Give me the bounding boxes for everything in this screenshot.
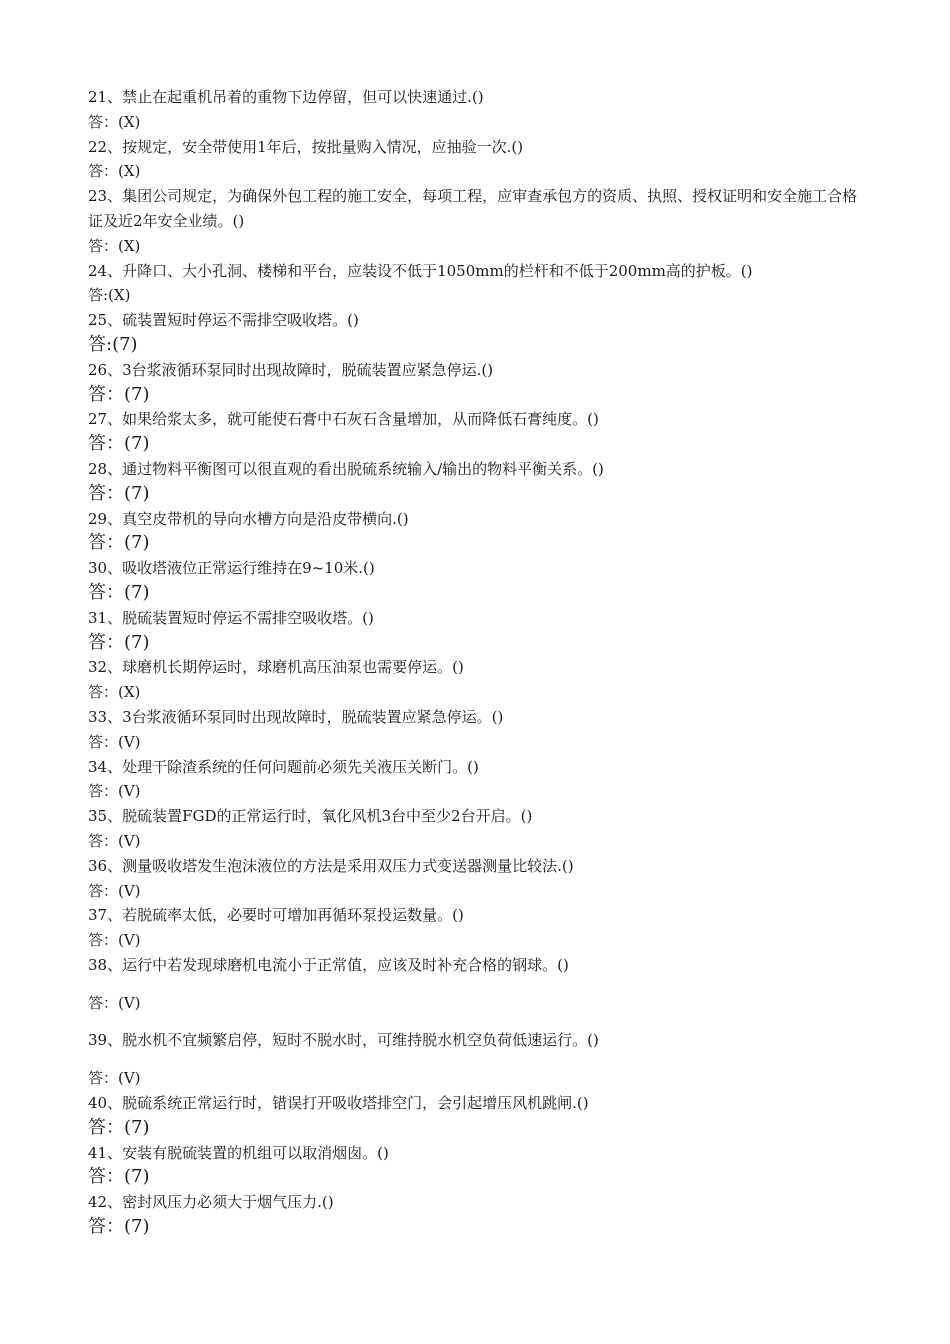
question-25: 25、硫装置短时停运不需排空吸收塔。()	[88, 311, 359, 330]
answer-42: 答：(7)	[88, 1216, 150, 1238]
question-39: 39、脱水机不宜频繁启停，短时不脱水时，可维持脱水机空负荷低速运行。()	[88, 1031, 599, 1050]
answer-41: 答：(7)	[88, 1166, 150, 1188]
answer-34: 答：(V)	[88, 782, 141, 801]
answer-39: 答：(V)	[88, 1069, 141, 1088]
answer-28: 答：(7)	[88, 482, 150, 504]
question-38: 38、运行中若发现球磨机电流小于正常值，应该及时补充合格的钢球。()	[88, 955, 569, 974]
answer-36: 答：(V)	[88, 881, 141, 900]
question-33: 33、3台浆液循环泵同时出现故障时，脱硫装置应紧急停运。()	[88, 707, 504, 726]
question-31: 31、脱硫装置短时停运不需排空吸收塔。()	[88, 608, 374, 627]
question-27: 27、如果给浆太多，就可能使石膏中石灰石含量增加，从而降低石膏纯度。()	[88, 410, 599, 429]
question-34: 34、处理干除渣系统的任何问题前必须先关液压关断门。()	[88, 757, 479, 776]
question-30: 30、吸收塔液位正常运行维持在9~10米.()	[88, 559, 375, 578]
question-32: 32、球磨机长期停运时，球磨机高压油泵也需要停运。()	[88, 658, 464, 677]
answer-22: 答：(X)	[88, 162, 141, 181]
answer-31: 答：(7)	[88, 631, 150, 653]
question-22: 22、按规定，安全带使用1年后，按批量购入情况，应抽验一次.()	[88, 137, 524, 156]
answer-35: 答：(V)	[88, 831, 141, 850]
answer-33: 答：(V)	[88, 732, 141, 751]
question-42: 42、密封风压力必须大于烟气压力.()	[88, 1193, 334, 1212]
answer-27: 答：(7)	[88, 433, 150, 455]
answer-37: 答：(V)	[88, 931, 141, 950]
answer-25: 答:(7)	[88, 333, 138, 355]
document-body	[88, 85, 868, 1240]
question-23: 23、集团公司规定，为确保外包工程的施工安全，每项工程，应审查承包方的资质、执照、授权证明和安全施工合格证及近2年安全业绩。()	[88, 187, 858, 230]
answer-32: 答：(X)	[88, 683, 141, 702]
answer-26: 答：(7)	[88, 383, 150, 405]
question-36: 36、测量吸收塔发生泡沫液位的方法是采用双压力式变送器测量比较法.()	[88, 856, 574, 875]
answer-40: 答：(7)	[88, 1116, 150, 1138]
question-35: 35、脱硫装置FGD的正常运行时，氧化风机3台中至少2台开启。()	[88, 807, 533, 826]
question-41: 41、安装有脱硫装置的机组可以取消烟囱。()	[88, 1143, 389, 1162]
answer-38: 答：(V)	[88, 993, 141, 1012]
answer-23: 答：(X)	[88, 236, 141, 255]
question-24: 24、升降口、大小孔洞、楼梯和平台，应装设不低于1050mm的栏杆和不低于200mm高的护板。()	[88, 261, 753, 280]
question-21: 21、禁止在起重机吊着的重物下边停留，但可以快速通过.()	[88, 88, 484, 106]
answer-21: 答：(X)	[88, 112, 141, 131]
answer-24: 答:(X)	[88, 286, 131, 305]
question-37: 37、若脱硫率太低，必要时可增加再循环泵投运数量。()	[88, 906, 464, 925]
answer-30: 答：(7)	[88, 581, 150, 603]
question-40: 40、脱硫系统正常运行时，错误打开吸收塔排空门，会引起增压风机跳闸.()	[88, 1094, 589, 1113]
question-28: 28、通过物料平衡图可以很直观的看出脱硫系统输入/输出的物料平衡关系。()	[88, 459, 604, 478]
question-26: 26、3台浆液循环泵同时出现故障时，脱硫装置应紧急停运.()	[88, 360, 494, 379]
answer-29: 答：(7)	[88, 532, 150, 554]
question-29: 29、真空皮带机的导向水槽方向是沿皮带横向.()	[88, 509, 409, 528]
